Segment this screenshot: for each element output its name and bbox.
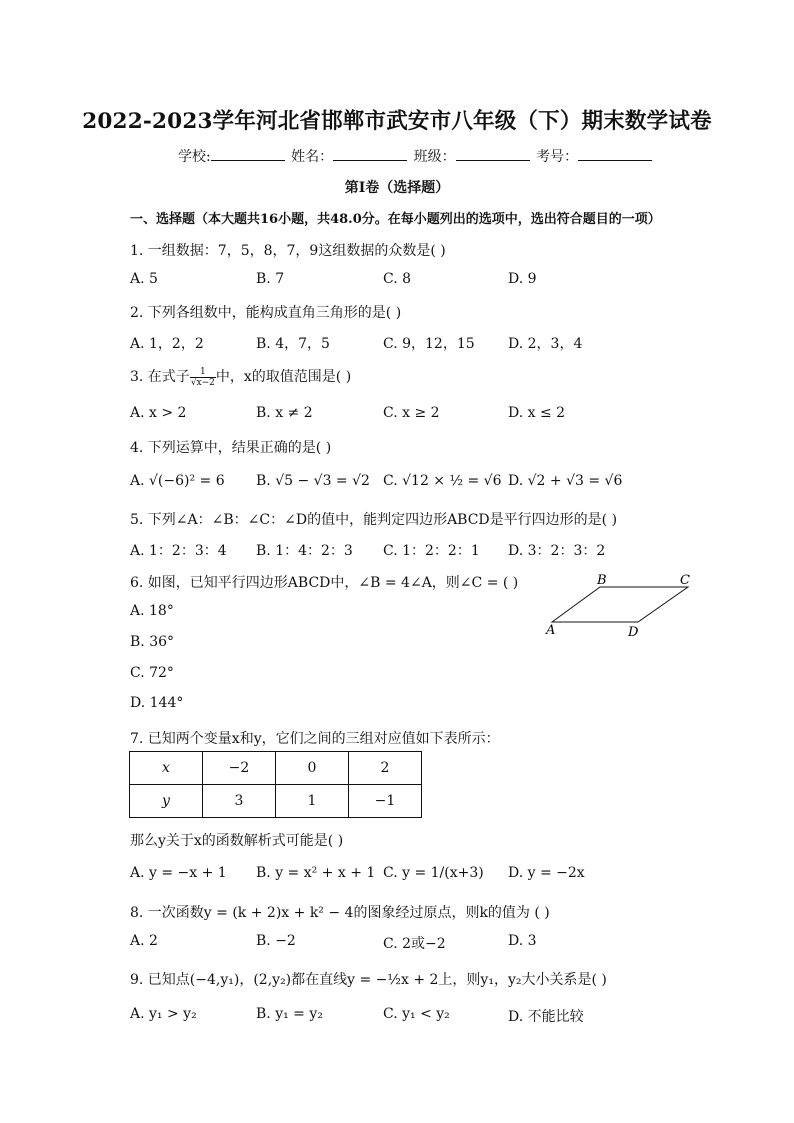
- question-3-stem: [130, 366, 351, 388]
- q6-option-b[interactable]: B. 36°: [130, 634, 175, 650]
- q6-option-c[interactable]: C. 72°: [130, 665, 174, 681]
- q1-option-c[interactable]: C. 8: [383, 271, 412, 287]
- q5-option-c[interactable]: C. 1：2：2：1: [383, 543, 480, 559]
- q9-option-a[interactable]: A. y₁ > y₂: [130, 1006, 197, 1022]
- question-7-stem: 7. 已知两个变量x和y，它们之间的三组对应值如下表所示：: [130, 731, 500, 747]
- question-4-stem: 4. 下列运算中，结果正确的是( ): [130, 440, 332, 456]
- q7-option-b[interactable]: B. y = x² + x + 1: [256, 865, 376, 881]
- vertex-label-a: A: [546, 623, 556, 638]
- question-2-stem: 2. 下列各组数中，能构成直角三角形的是( ): [130, 305, 402, 321]
- q8-option-c[interactable]: C. 2或−2: [383, 936, 446, 952]
- class-blank[interactable]: [456, 148, 530, 161]
- student-info-row: [178, 146, 654, 166]
- table-cell: 3: [203, 785, 276, 818]
- question-8-stem: 8. 一次函数y = (k + 2)x + k² − 4的图象经过原点，则k的值为 ( ): [130, 905, 550, 921]
- table-row: [130, 752, 422, 785]
- table-cell: 0: [276, 752, 349, 785]
- table-cell: x: [130, 752, 203, 785]
- question-9-stem: 9. 已知点(−4,y₁)，(2,y₂)都在直线y = −½x + 2上，则y₁，y₂大小关系是( ): [130, 972, 607, 988]
- table-cell: 2: [349, 752, 422, 785]
- question-5-stem: 5. 下列∠A：∠B：∠C：∠D的值中，能判定四边形ABCD是平行四边形的是( ): [130, 512, 618, 528]
- q7-option-d[interactable]: D. y = −2x: [508, 865, 585, 881]
- q3-fraction: [190, 367, 216, 388]
- q7-option-c[interactable]: C. y = 1/(x+3): [383, 865, 484, 881]
- page-title: 2022-2023学年河北省邯郸市武安市八年级（下）期末数学试卷: [82, 109, 712, 134]
- q1-option-b[interactable]: B. 7: [256, 271, 285, 287]
- q5-option-a[interactable]: A. 1：2：3：4: [130, 543, 227, 559]
- q8-option-b[interactable]: B. −2: [256, 933, 296, 949]
- table-row: [130, 785, 422, 818]
- vertex-label-c: C: [680, 573, 690, 588]
- q9-option-b[interactable]: B. y₁ = y₂: [256, 1006, 323, 1022]
- name-blank[interactable]: [333, 148, 407, 161]
- q5-option-d[interactable]: D. 3：2：3：2: [508, 543, 606, 559]
- number-blank[interactable]: [578, 148, 652, 161]
- q2-option-b[interactable]: B. 4，7，5: [256, 336, 330, 352]
- class-label: 班级：: [413, 149, 456, 165]
- q1-option-a[interactable]: A. 5: [130, 271, 158, 287]
- q3-fraction-denominator: √x−2: [190, 377, 215, 388]
- q9-option-d[interactable]: D. 不能比较: [508, 1009, 584, 1025]
- table-cell: −1: [349, 785, 422, 818]
- vertex-label-d: D: [628, 625, 639, 640]
- q2-option-c[interactable]: C. 9，12，15: [383, 336, 475, 352]
- number-label: 考号：: [536, 149, 579, 165]
- q3-option-b[interactable]: B. x ≠ 2: [256, 405, 313, 421]
- vertex-label-b: B: [597, 573, 607, 588]
- table-cell: 1: [276, 785, 349, 818]
- question-7-followup: 那么y关于x的函数解析式可能是( ): [130, 833, 344, 849]
- section-heading: 一、选择题（本大题共16小题，共48.0分。在每小题列出的选项中，选出符合题目的一项）: [130, 212, 661, 227]
- table-cell: y: [130, 785, 203, 818]
- q1-option-d[interactable]: D. 9: [508, 271, 537, 287]
- q8-option-a[interactable]: A. 2: [130, 933, 158, 949]
- values-table: [129, 751, 422, 818]
- q4-option-d[interactable]: D. √2 + √3 = √6: [508, 473, 623, 489]
- q3-fraction-numerator: 1: [190, 367, 216, 378]
- q4-option-c[interactable]: C. √12 × ½ = √6: [383, 473, 502, 489]
- q3-stem-end: 中，x的取值范围是( ): [215, 369, 352, 385]
- q6-option-d[interactable]: D. 144°: [130, 695, 184, 711]
- school-label: 学校:: [178, 149, 211, 165]
- q4-option-b[interactable]: B. √5 − √3 = √2: [256, 473, 370, 489]
- q7-option-a[interactable]: A. y = −x + 1: [130, 865, 227, 881]
- name-label: 姓名：: [291, 149, 334, 165]
- q8-option-d[interactable]: D. 3: [508, 933, 537, 949]
- question-6-stem: 6. 如图，已知平行四边形ABCD中，∠B = 4∠A，则∠C = ( ): [130, 575, 519, 591]
- q3-option-c[interactable]: C. x ≥ 2: [383, 405, 440, 421]
- q3-option-a[interactable]: A. x > 2: [130, 405, 187, 421]
- q2-option-a[interactable]: A. 1，2，2: [130, 336, 204, 352]
- q4-option-a[interactable]: A. √(−6)² = 6: [130, 473, 225, 489]
- q2-option-d[interactable]: D. 2，3，4: [508, 336, 583, 352]
- table-cell: −2: [203, 752, 276, 785]
- question-1-stem: 1. 一组数据：7，5，8，7，9这组数据的众数是( ): [130, 243, 446, 259]
- parallelogram-shape: [552, 587, 688, 622]
- q5-option-b[interactable]: B. 1：4：2：3: [256, 543, 353, 559]
- parallelogram-figure: [540, 570, 700, 642]
- school-blank[interactable]: [211, 148, 285, 161]
- volume-heading: 第Ⅰ卷（选择题）: [344, 180, 450, 196]
- q9-option-c[interactable]: C. y₁ < y₂: [383, 1006, 450, 1022]
- q3-option-d[interactable]: D. x ≤ 2: [508, 405, 566, 421]
- q6-option-a[interactable]: A. 18°: [130, 603, 174, 619]
- q3-stem-start: 3. 在式子: [130, 369, 190, 385]
